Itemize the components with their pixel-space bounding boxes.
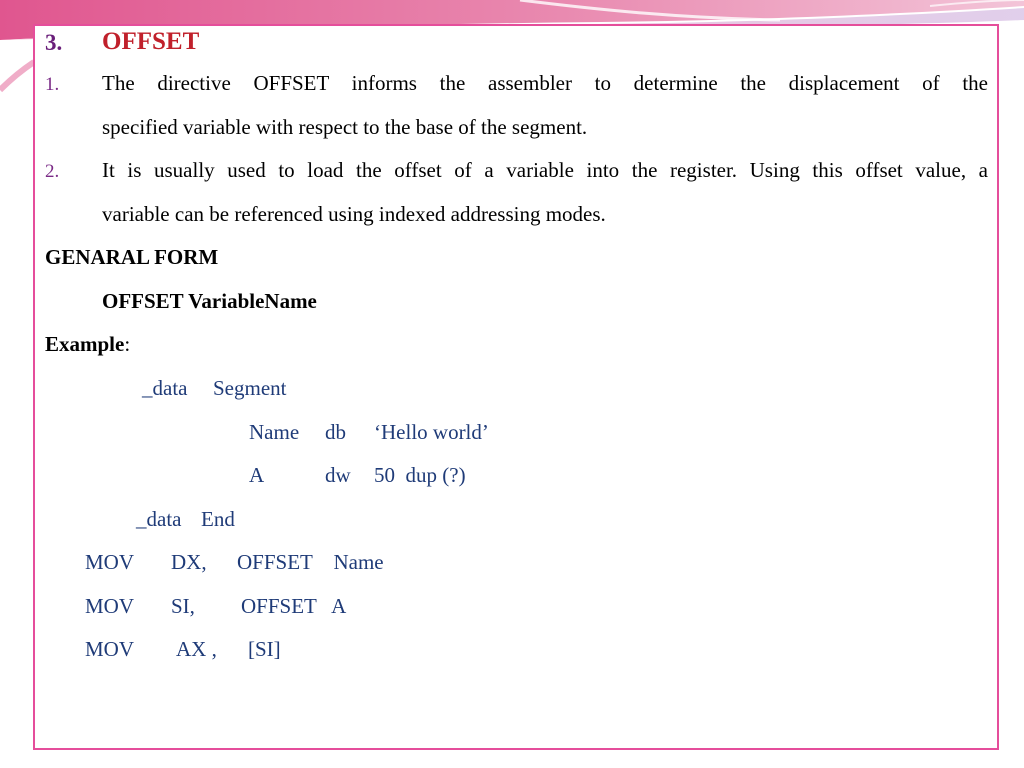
instruction-1-dest: DX, — [171, 550, 207, 574]
example-colon: : — [124, 332, 131, 356]
instruction-3-op: MOV — [85, 637, 135, 661]
var-row-1-value: ‘Hello world’ — [374, 420, 489, 444]
segment-start-name: _data — [142, 376, 188, 400]
point-1-number: 1. — [45, 74, 60, 95]
var-row-2-value: 50 dup (?) — [374, 463, 466, 487]
point-2-number: 2. — [45, 161, 60, 182]
point-1-line-1: The directive OFFSET informs the assembler to determine the displacement of the — [102, 71, 988, 95]
point-2-line-1: It is usually used to load the offset of a variable into the register. Using this offset value, a — [102, 158, 988, 182]
point-1-line-2: specified variable with respect to the base of the segment. — [102, 115, 588, 139]
instruction-3-src: [SI] — [248, 637, 281, 661]
instruction-3-dest: AX , — [176, 637, 217, 661]
segment-start-keyword: Segment — [213, 376, 287, 400]
instruction-1-src: OFFSET Name — [237, 550, 384, 574]
var-row-2-type: dw — [325, 463, 351, 487]
instruction-2-op: MOV — [85, 594, 135, 618]
instruction-2-dest: SI, — [171, 594, 195, 618]
var-row-1-type: db — [325, 420, 346, 444]
general-form-label: GENARAL FORM — [45, 245, 219, 269]
var-row-1-name: Name — [249, 420, 300, 444]
example-label-line — [45, 332, 130, 356]
segment-end-name: _data — [136, 507, 182, 531]
general-form-syntax: OFFSET VariableName — [102, 289, 317, 313]
point-2-line-2: variable can be referenced using indexed addressing modes. — [102, 202, 606, 226]
instruction-2-src: OFFSET A — [241, 594, 347, 618]
heading-title: OFFSET — [102, 28, 200, 55]
var-row-2-name: A — [249, 463, 265, 487]
instruction-1-op: MOV — [85, 550, 135, 574]
example-label: Example — [45, 332, 125, 356]
heading-number: 3. — [45, 30, 63, 55]
segment-end-keyword: End — [201, 507, 235, 531]
